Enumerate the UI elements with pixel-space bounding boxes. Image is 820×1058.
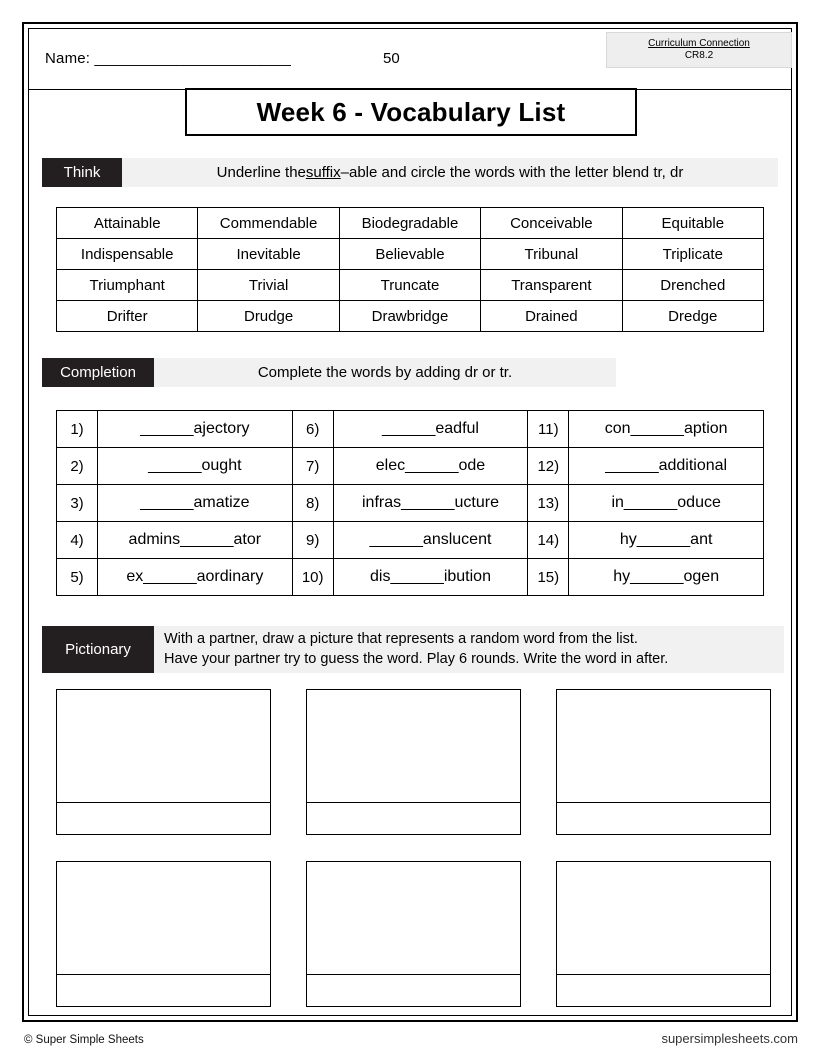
item-number: 13) (528, 485, 569, 522)
curriculum-connection-code: CR8.2 (684, 50, 714, 61)
word-cell[interactable]: Believable (339, 239, 480, 270)
table-row (57, 522, 764, 559)
vocabulary-words-table (56, 207, 764, 332)
pictionary-box[interactable] (56, 689, 271, 835)
pictionary-drawing-area[interactable] (57, 690, 270, 803)
think-instruction-post: –able and circle the words with the letter blend tr, dr (340, 164, 684, 181)
item-number: 10) (292, 559, 333, 596)
word-cell[interactable]: Commendable (198, 208, 339, 239)
item-number: 1) (57, 411, 98, 448)
word-cell[interactable]: Drifter (57, 301, 198, 332)
item-number: 2) (57, 448, 98, 485)
pictionary-drawing-area[interactable] (557, 862, 770, 975)
word-cell[interactable]: Drawbridge (339, 301, 480, 332)
completion-answer-field[interactable]: con______aption (569, 411, 764, 448)
word-cell[interactable]: Triumphant (57, 270, 198, 301)
completion-section-bar (42, 358, 616, 387)
think-instruction (122, 158, 778, 187)
pictionary-word-line[interactable] (57, 803, 270, 835)
word-cell[interactable]: Conceivable (481, 208, 622, 239)
footer-website[interactable]: supersimplesheets.com (661, 1031, 798, 1046)
completion-answer-field[interactable]: ______amatize (98, 485, 293, 522)
table-row (57, 208, 764, 239)
word-cell[interactable]: Truncate (339, 270, 480, 301)
item-number: 6) (292, 411, 333, 448)
pictionary-box[interactable] (306, 689, 521, 835)
item-number: 11) (528, 411, 569, 448)
page-title: Week 6 - Vocabulary List (256, 96, 566, 127)
pictionary-word-line[interactable] (307, 975, 520, 1007)
item-number: 15) (528, 559, 569, 596)
pictionary-box[interactable] (306, 861, 521, 1007)
pictionary-box[interactable] (556, 861, 771, 1007)
think-instruction-underlined: suffix (305, 164, 341, 181)
word-cell[interactable]: Transparent (481, 270, 622, 301)
item-number: 8) (292, 485, 333, 522)
completion-answer-field[interactable]: hy______ogen (569, 559, 764, 596)
pictionary-drawing-area[interactable] (307, 690, 520, 803)
pictionary-instruction-line2: Have your partner try to guess the word. Play 6 rounds. Write the word in after. (164, 651, 669, 667)
item-number: 5) (57, 559, 98, 596)
item-number: 7) (292, 448, 333, 485)
item-number: 9) (292, 522, 333, 559)
table-row (57, 270, 764, 301)
completion-answer-field[interactable]: ______anslucent (333, 522, 528, 559)
word-cell[interactable]: Equitable (622, 208, 763, 239)
footer-copyright: © Super Simple Sheets (24, 1034, 144, 1046)
name-field-label[interactable]: Name: _______________________ (45, 50, 292, 67)
pictionary-word-line[interactable] (307, 803, 520, 835)
completion-answer-field[interactable]: infras______ucture (333, 485, 528, 522)
worksheet-title-box (185, 88, 637, 136)
completion-instruction: Complete the words by adding dr or tr. (154, 358, 616, 387)
table-row (57, 559, 764, 596)
word-cell[interactable]: Attainable (57, 208, 198, 239)
think-tag: Think (42, 158, 122, 187)
word-cell[interactable]: Drenched (622, 270, 763, 301)
table-row (57, 411, 764, 448)
completion-answer-field[interactable]: ______ajectory (98, 411, 293, 448)
pictionary-tag: Pictionary (42, 626, 154, 673)
completion-answer-field[interactable]: ______ought (98, 448, 293, 485)
curriculum-connection-badge (606, 32, 792, 68)
pictionary-instruction-line1: With a partner, draw a picture that represents a random word from the list. (164, 631, 638, 647)
word-cell[interactable]: Dredge (622, 301, 763, 332)
word-cell[interactable]: Indispensable (57, 239, 198, 270)
completion-answer-field[interactable]: elec______ode (333, 448, 528, 485)
table-row (57, 301, 764, 332)
pictionary-drawing-area[interactable] (307, 862, 520, 975)
word-cell[interactable]: Drained (481, 301, 622, 332)
curriculum-connection-title: Curriculum Connection (648, 38, 750, 49)
completion-answer-field[interactable]: hy______ant (569, 522, 764, 559)
item-number: 3) (57, 485, 98, 522)
pictionary-box[interactable] (56, 861, 271, 1007)
table-row (57, 239, 764, 270)
word-cell[interactable]: Inevitable (198, 239, 339, 270)
completion-tag: Completion (42, 358, 154, 387)
word-cell[interactable]: Tribunal (481, 239, 622, 270)
pictionary-drawing-area[interactable] (557, 690, 770, 803)
word-cell[interactable]: Triplicate (622, 239, 763, 270)
pictionary-drawing-area[interactable] (57, 862, 270, 975)
word-cell[interactable]: Trivial (198, 270, 339, 301)
completion-answer-field[interactable]: dis______ibution (333, 559, 528, 596)
table-row (57, 448, 764, 485)
table-row (57, 485, 764, 522)
completion-table (56, 410, 764, 596)
pictionary-instruction (154, 626, 784, 673)
item-number: 12) (528, 448, 569, 485)
item-number: 14) (528, 522, 569, 559)
completion-answer-field[interactable]: ex______aordinary (98, 559, 293, 596)
completion-answer-field[interactable]: ______eadful (333, 411, 528, 448)
page-number: 50 (383, 50, 400, 67)
completion-answer-field[interactable]: ______additional (569, 448, 764, 485)
think-instruction-pre: Underline the (216, 164, 306, 181)
think-section-bar (42, 158, 778, 187)
pictionary-word-line[interactable] (557, 975, 770, 1007)
word-cell[interactable]: Biodegradable (339, 208, 480, 239)
pictionary-word-line[interactable] (57, 975, 270, 1007)
pictionary-word-line[interactable] (557, 803, 770, 835)
item-number: 4) (57, 522, 98, 559)
completion-answer-field[interactable]: in______oduce (569, 485, 764, 522)
word-cell[interactable]: Drudge (198, 301, 339, 332)
pictionary-section-bar (42, 626, 784, 673)
completion-answer-field[interactable]: admins______ator (98, 522, 293, 559)
page-content (28, 28, 792, 1016)
pictionary-box[interactable] (556, 689, 771, 835)
